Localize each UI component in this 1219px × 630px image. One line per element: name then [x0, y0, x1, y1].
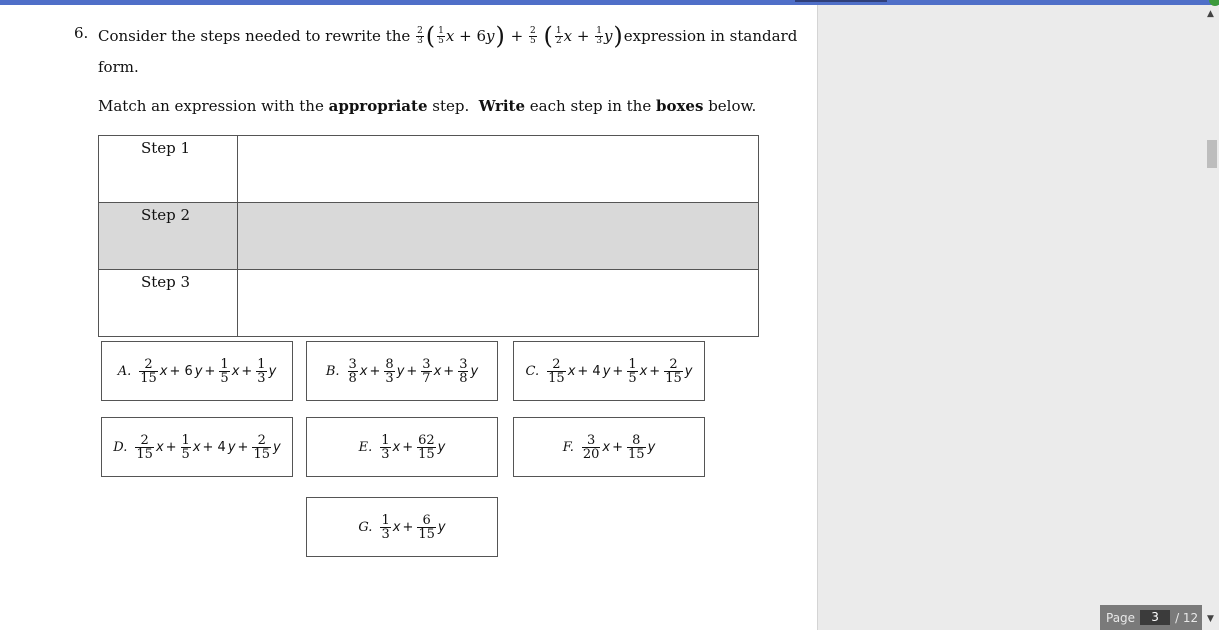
- choice-card-e[interactable]: E. $\frac{1}{3}$ x + $\frac{62}{15}$ y: [306, 417, 498, 477]
- scrollbar-thumb[interactable]: [1207, 140, 1217, 168]
- choice-label: D.: [113, 439, 128, 455]
- instr-bold: Write: [478, 97, 526, 115]
- question-number: 6.: [74, 24, 89, 42]
- choice-card-g[interactable]: G. $\frac{1}{3}$ x + $\frac{6}{15}$ y: [306, 497, 498, 557]
- instr-part: step.: [427, 97, 479, 115]
- choice-label: B.: [325, 363, 340, 379]
- page-indicator: [1100, 605, 1202, 630]
- instr-part: below.: [703, 97, 757, 115]
- step-row: [99, 270, 759, 337]
- status-dot: [1209, 0, 1219, 6]
- question-suffix: expression in standard: [623, 27, 798, 45]
- expression: $\frac{2}{3}$ ( $\frac{1}{5}$ x + 6 y ) + $\frac{2}{5}$ ( $\frac{1}{2}$ x + $\frac{1}{3}$ y ): [417, 22, 623, 50]
- instr-bold: appropriate: [328, 97, 428, 115]
- choice-card-d[interactable]: D. $\frac{2}{15}$ x + $\frac{1}{5}$ x + 4 y + $\frac{2}{15}$ y: [101, 417, 293, 477]
- scroll-down-icon[interactable]: ▼: [1207, 614, 1214, 624]
- instr-part: each step in the: [525, 97, 656, 115]
- step-answer-box[interactable]: [238, 136, 759, 203]
- page-label: Page: [1106, 610, 1136, 625]
- choice-label: C.: [525, 363, 540, 379]
- scroll-up-icon[interactable]: ▲: [1207, 9, 1214, 19]
- choice-label: F.: [562, 439, 574, 455]
- step-answer-box[interactable]: [238, 203, 759, 270]
- step-row: [99, 136, 759, 203]
- choice-label: G.: [358, 519, 373, 535]
- step-label: Step 3: [99, 270, 238, 337]
- choice-card-c[interactable]: C. $\frac{2}{15}$ x + 4 y + $\frac{1}{5}$ x + $\frac{2}{15}$ y: [513, 341, 705, 401]
- step-label: Step 1: [99, 136, 238, 203]
- question-prefix: Consider the steps needed to rewrite the: [98, 27, 411, 45]
- steps-table: [98, 135, 759, 337]
- question-text-line2: form.: [98, 58, 139, 76]
- choice-card-a[interactable]: A. $\frac{2}{15}$ x + 6 y + $\frac{1}{5}$ x + $\frac{1}{3}$ y: [101, 341, 293, 401]
- choice-label: A.: [117, 363, 132, 379]
- document-page: [0, 5, 818, 630]
- instr-bold: boxes: [655, 97, 704, 115]
- choice-card-b[interactable]: B. $\frac{3}{8}$ x + $\frac{8}{3}$ y + $\frac{3}{7}$ x + $\frac{3}{8}$ y: [306, 341, 498, 401]
- top-tab-indicator: [795, 0, 887, 2]
- step-row: [99, 203, 759, 270]
- page-total: / 12: [1175, 610, 1199, 625]
- question-text-line1: [98, 24, 797, 48]
- instruction-text: [98, 97, 756, 115]
- choice-label: E.: [358, 439, 373, 455]
- choice-card-f[interactable]: F. $\frac{3}{20}$ x + $\frac{8}{15}$ y: [513, 417, 705, 477]
- page-number-input[interactable]: 3: [1140, 610, 1170, 625]
- step-answer-box[interactable]: [238, 270, 759, 337]
- instr-part: Match an expression with the: [98, 97, 329, 115]
- step-label: Step 2: [99, 203, 238, 270]
